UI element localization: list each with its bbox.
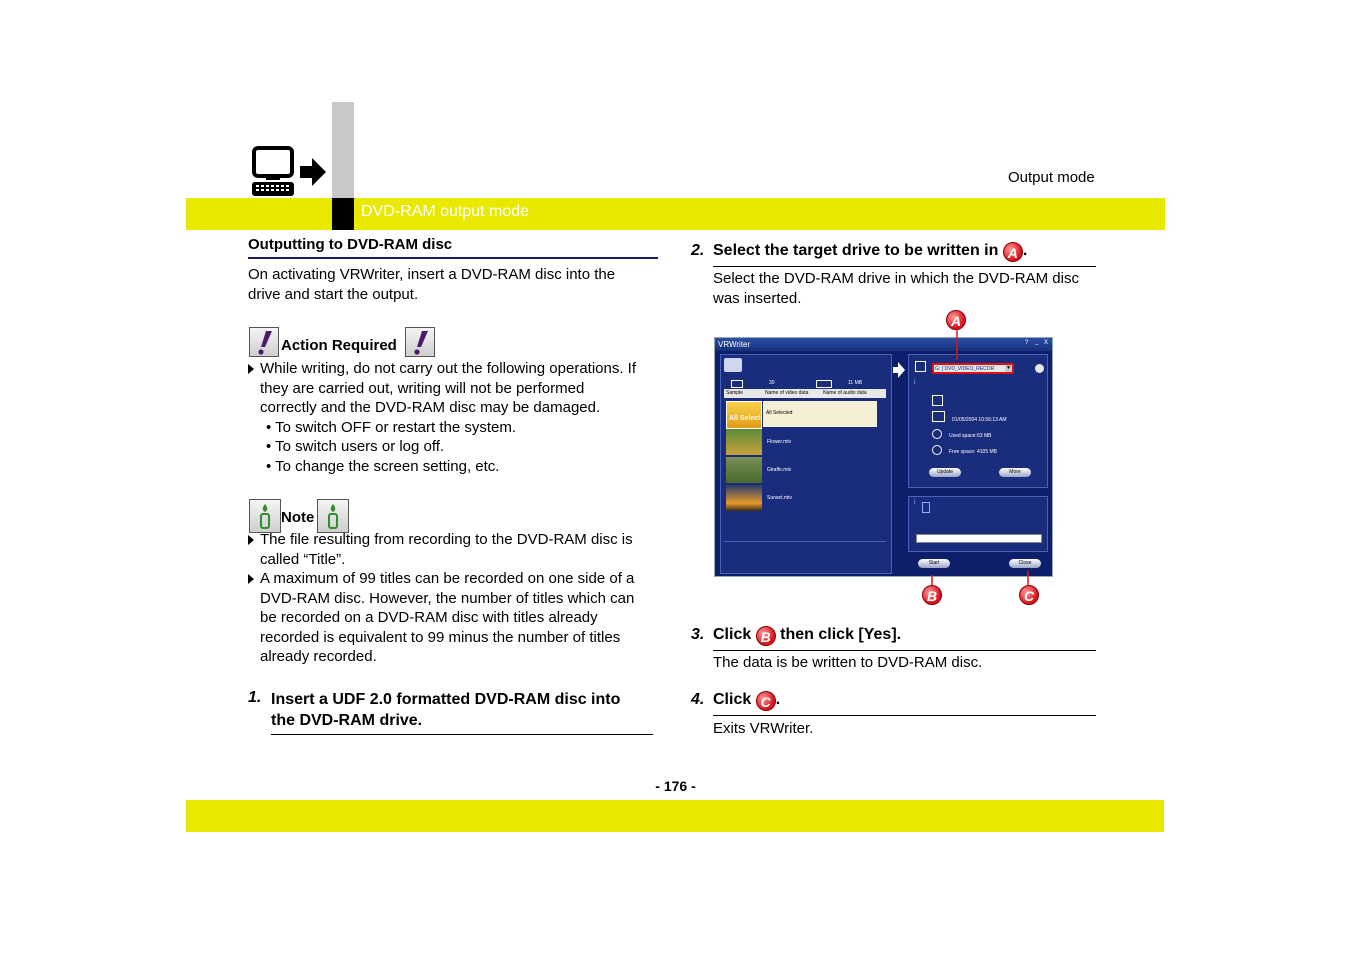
minimize-button[interactable]: _	[1035, 339, 1039, 345]
step-4-description: Exits VRWriter.	[713, 720, 814, 737]
list-item: • To change the screen setting, etc.	[266, 457, 500, 475]
table-row[interactable]: All Selected	[763, 401, 877, 427]
step-3-description: The data is be written to DVD-RAM disc.	[713, 654, 983, 671]
step-1-title: Insert a UDF 2.0 formatted DVD-RAM disc into the DVD-RAM drive.	[271, 691, 621, 729]
step-4-number: 4.	[691, 691, 705, 708]
callout-a-icon: A	[946, 310, 966, 330]
table-row[interactable]: Flower.mtv	[767, 439, 792, 445]
section-title: DVD-RAM output mode	[361, 203, 530, 220]
step-1-number: 1.	[248, 689, 262, 706]
callout-c-icon: C	[1019, 585, 1039, 605]
step-4-title: Click C .	[713, 691, 781, 710]
disc-date: 01/05/2004 10:56:13 AM	[952, 417, 1007, 423]
info-icon: i	[914, 499, 916, 506]
page-number: - 176 -	[655, 778, 696, 794]
more-button[interactable]: More	[999, 468, 1031, 477]
chevron-down-icon[interactable]: ▼	[1006, 365, 1011, 371]
callout-a-icon: A	[1003, 242, 1023, 262]
update-button[interactable]: Update	[929, 468, 961, 477]
note-list: The file resulting from recording to the DVD-RAM disc is called “Title”. A maximum of 99 titles can be recorded on one side of a DVD-RAM disc. However, the number of titles which can be recorded on a DVD-RAM disc with titles already recorded is equivalent to 99 minus the number of titles already recorded.	[248, 530, 668, 667]
free-space-value: 4105 MB	[977, 449, 998, 455]
callout-b-icon: B	[756, 626, 776, 646]
step-2-number: 2.	[691, 242, 705, 259]
action-required-list: While writing, do not carry out the following operations. If they are carried out, writing will not be performed correctly and the DVD-RAM disc may be damaged. • To switch OFF or restart the system. • To switch users or log off. • To change the screen setting, etc.	[248, 359, 668, 476]
column-header: Name of audio data	[823, 390, 867, 396]
table-row[interactable]: Sunset.mtv	[767, 495, 793, 501]
callout-c-icon: C	[756, 691, 776, 711]
step-3-number: 3.	[691, 626, 705, 643]
divider	[713, 715, 1096, 716]
divider	[713, 650, 1096, 651]
help-button[interactable]: ?	[1025, 340, 1029, 346]
action-required-label: Action Required	[281, 337, 397, 354]
list-item: • To switch OFF or restart the system.	[266, 418, 517, 436]
callout-b	[922, 585, 942, 605]
used-space-value: 63 MB	[977, 433, 992, 439]
start-button[interactable]: Start	[918, 559, 950, 568]
footer-band	[186, 800, 1164, 832]
step-3-title: Click B then click [Yes].	[713, 626, 902, 645]
used-space-label: Used space:	[949, 433, 977, 439]
drive-select[interactable]: G: [ DVD_VIDEO_RECOR ▼	[932, 363, 1014, 374]
window-title: VRWriter	[718, 340, 751, 349]
callout-b-icon: B	[922, 585, 942, 605]
subheading: Outputting to DVD-RAM disc	[248, 236, 658, 259]
column-header: Name of video data	[765, 390, 809, 396]
intro-text: On activating VRWriter, insert a DVD-RAM disc into the drive and start the output.	[248, 266, 616, 303]
mode-label: Output mode	[1008, 169, 1095, 186]
callout-c	[1019, 585, 1039, 605]
column-header: Sample	[726, 390, 743, 396]
info-icon: i	[914, 379, 916, 386]
all-select-label: All Select	[729, 415, 761, 422]
step-2-title: Select the target drive to be written in A .	[713, 242, 1028, 261]
free-space-label: Free space:	[949, 449, 976, 455]
step-2-description: Select the DVD-RAM drive in which the DVD-RAM disc was inserted.	[713, 270, 1079, 307]
audio-size: 11 MB	[848, 380, 863, 386]
note-label: Note	[281, 509, 315, 526]
list-item: • To switch users or log off.	[266, 438, 445, 455]
table-row[interactable]: Giraffe.mtv	[767, 467, 792, 473]
video-count: 30	[769, 380, 775, 386]
close-button[interactable]: Close	[1009, 559, 1041, 568]
close-window-button[interactable]: X	[1044, 340, 1049, 346]
